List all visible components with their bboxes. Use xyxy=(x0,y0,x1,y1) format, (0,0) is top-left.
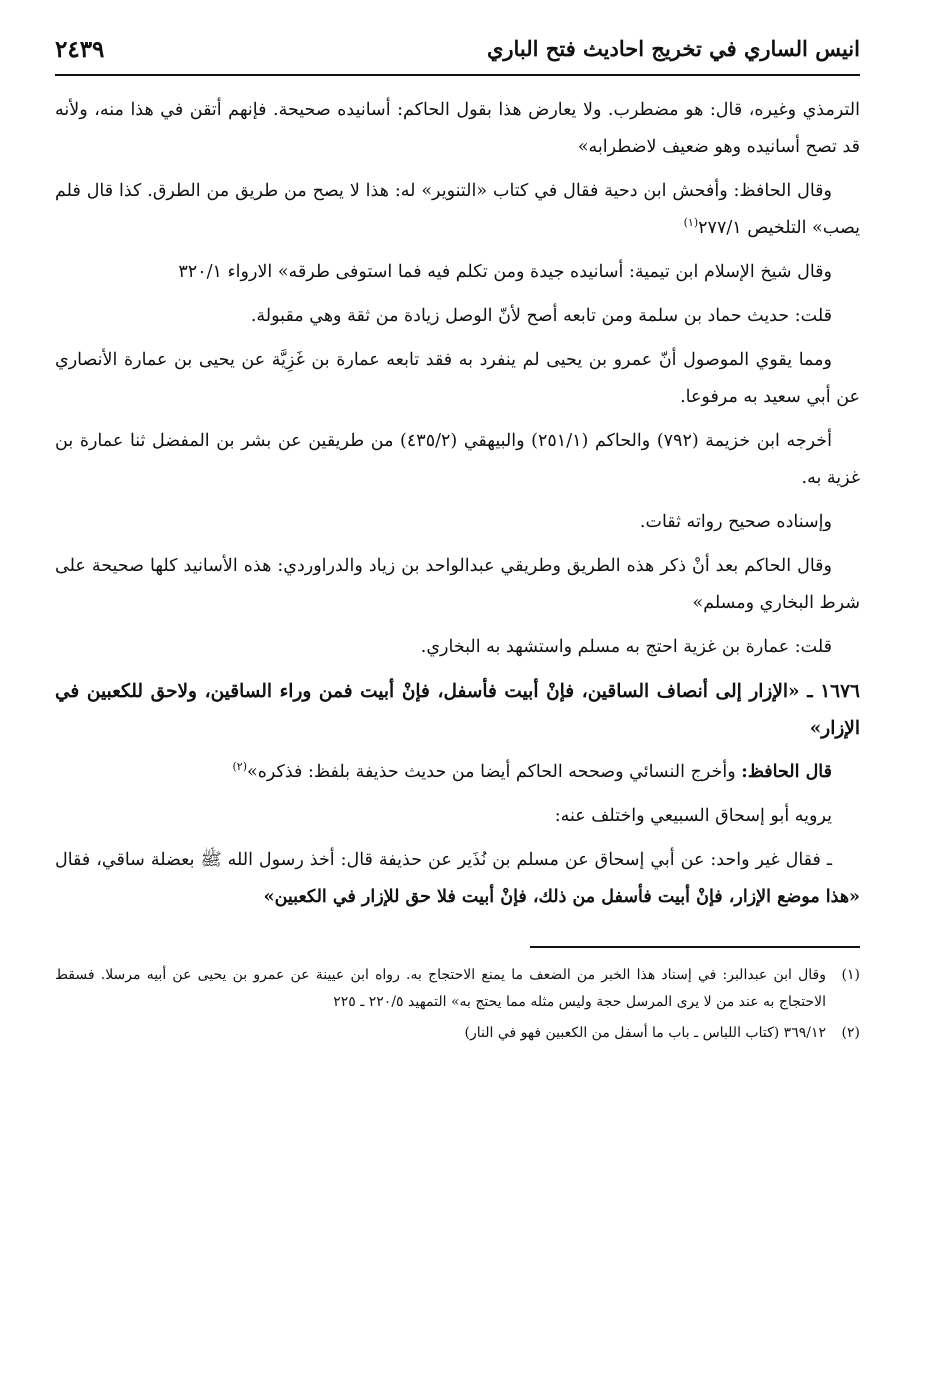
paragraph: قلت: عمارة بن غزية احتج به مسلم واستشهد به البخاري. xyxy=(420,637,832,657)
paragraph: وإسناده صحيح رواته ثقات. xyxy=(639,512,832,532)
paragraph xyxy=(55,842,860,916)
footnote xyxy=(55,962,860,1016)
paragraph-text: وأخرج النسائي وصححه الحاكم أيضا من حديث حذيفة بلفظ: فذكره» xyxy=(247,762,736,782)
footnote-ref: (٢) xyxy=(232,760,247,774)
book-title: انيس الساري في تخريج احاديث فتح الباري xyxy=(486,36,860,61)
paragraph: ومما يقوي الموصول أنّ عمرو بن يحيى لم ينفرد به فقد تابعه عمارة بن غَزِيَّة عن يحيى بن عمارة الأنصاري عن أبي سعيد به مرفوعا. xyxy=(55,350,860,407)
paragraph-label: قال الحافظ: xyxy=(741,762,832,782)
paragraph-text: وقال الحافظ: وأفحش ابن دحية فقال في كتاب «التنوير» له: هذا لا يصح من طريق من الطرق. كذا قال فلم يصب» التلخيص ٢٧٧/١ xyxy=(55,181,860,238)
footnote xyxy=(55,1020,860,1047)
paragraph: يرويه أبو إسحاق السبيعي واختلف عنه: xyxy=(554,806,832,826)
paragraph: وقال الحاكم بعد أنْ ذكر هذه الطريق وطريقي عبدالواحد بن زياد والدراوردي: هذه الأسانيد كلها صحيحة على شرط البخاري ومسلم» xyxy=(55,556,860,613)
footnote-text: ٣٦٩/١٢ (كتاب اللباس ـ باب ما أسفل من الكعبين فهو في النار) xyxy=(464,1025,826,1041)
footnotes xyxy=(55,962,860,1047)
paragraph-text: ـ فقال غير واحد: عن أبي إسحاق عن مسلم بن نُذَير عن حذيفة قال: أخذ رسول الله ﷺ بعضلة ساقي، فقال xyxy=(55,850,832,870)
page-number: ٢٤٣٩ xyxy=(55,36,105,63)
footnote-text: وقال ابن عبدالبر: في إسناد هذا الخبر من الضعف ما يمنع الاحتجاج به. رواه ابن عيينة عن عمرو بن يحيى عن أبيه مرسلا. فسقط الاحتجاج به عند من لا يرى المرسل حجة وليس مثله مما يحتج به» التمهيد ٢٢٠/٥ ـ ٢٢٥ xyxy=(55,967,826,1010)
paragraph: الترمذي وغيره، قال: هو مضطرب. ولا يعارض هذا بقول الحاكم: أسانيده صحيحة. فإنهم أتقن في هذا منه، ولأنه قد تصح أسانيده وهو ضعيف لاضطرابه» xyxy=(55,100,860,157)
paragraph: وقال شيخ الإسلام ابن تيمية: أسانيده جيدة ومن تكلم فيه فما استوفى طرقه» الارواء ٣٢٠/١ xyxy=(178,262,832,282)
paragraph: أخرجه ابن خزيمة (٧٩٢) والحاكم (٢٥١/١) والبيهقي (٤٣٥/٢) من طريقين عن بشر بن المفضل ثنا عمارة بن غزية به. xyxy=(55,431,860,488)
hadith-heading: ١٦٧٦ ـ «الإزار إلى أنصاف الساقين، فإنْ أبيت فأسفل، فإنْ أبيت فمن وراء الساقين، ولاحق للكعبين في الإزار» xyxy=(55,681,860,739)
footnote-number: (٢) xyxy=(841,1025,860,1041)
page-body xyxy=(55,92,860,916)
footnote-ref: (١) xyxy=(683,216,699,230)
book-page xyxy=(55,30,860,1360)
page-header xyxy=(55,30,860,76)
paragraph xyxy=(55,173,860,247)
quoted-hadith: «هذا موضع الإزار، فإنْ أبيت فأسفل من ذلك، فإنْ أبيت فلا حق للإزار في الكعبين» xyxy=(263,887,860,907)
paragraph: قلت: حديث حماد بن سلمة ومن تابعه أصح لأنّ الوصل زيادة من ثقة وهي مقبولة. xyxy=(250,306,832,326)
footnote-number: (١) xyxy=(841,967,860,983)
footnote-divider xyxy=(530,946,860,948)
paragraph xyxy=(55,754,860,791)
